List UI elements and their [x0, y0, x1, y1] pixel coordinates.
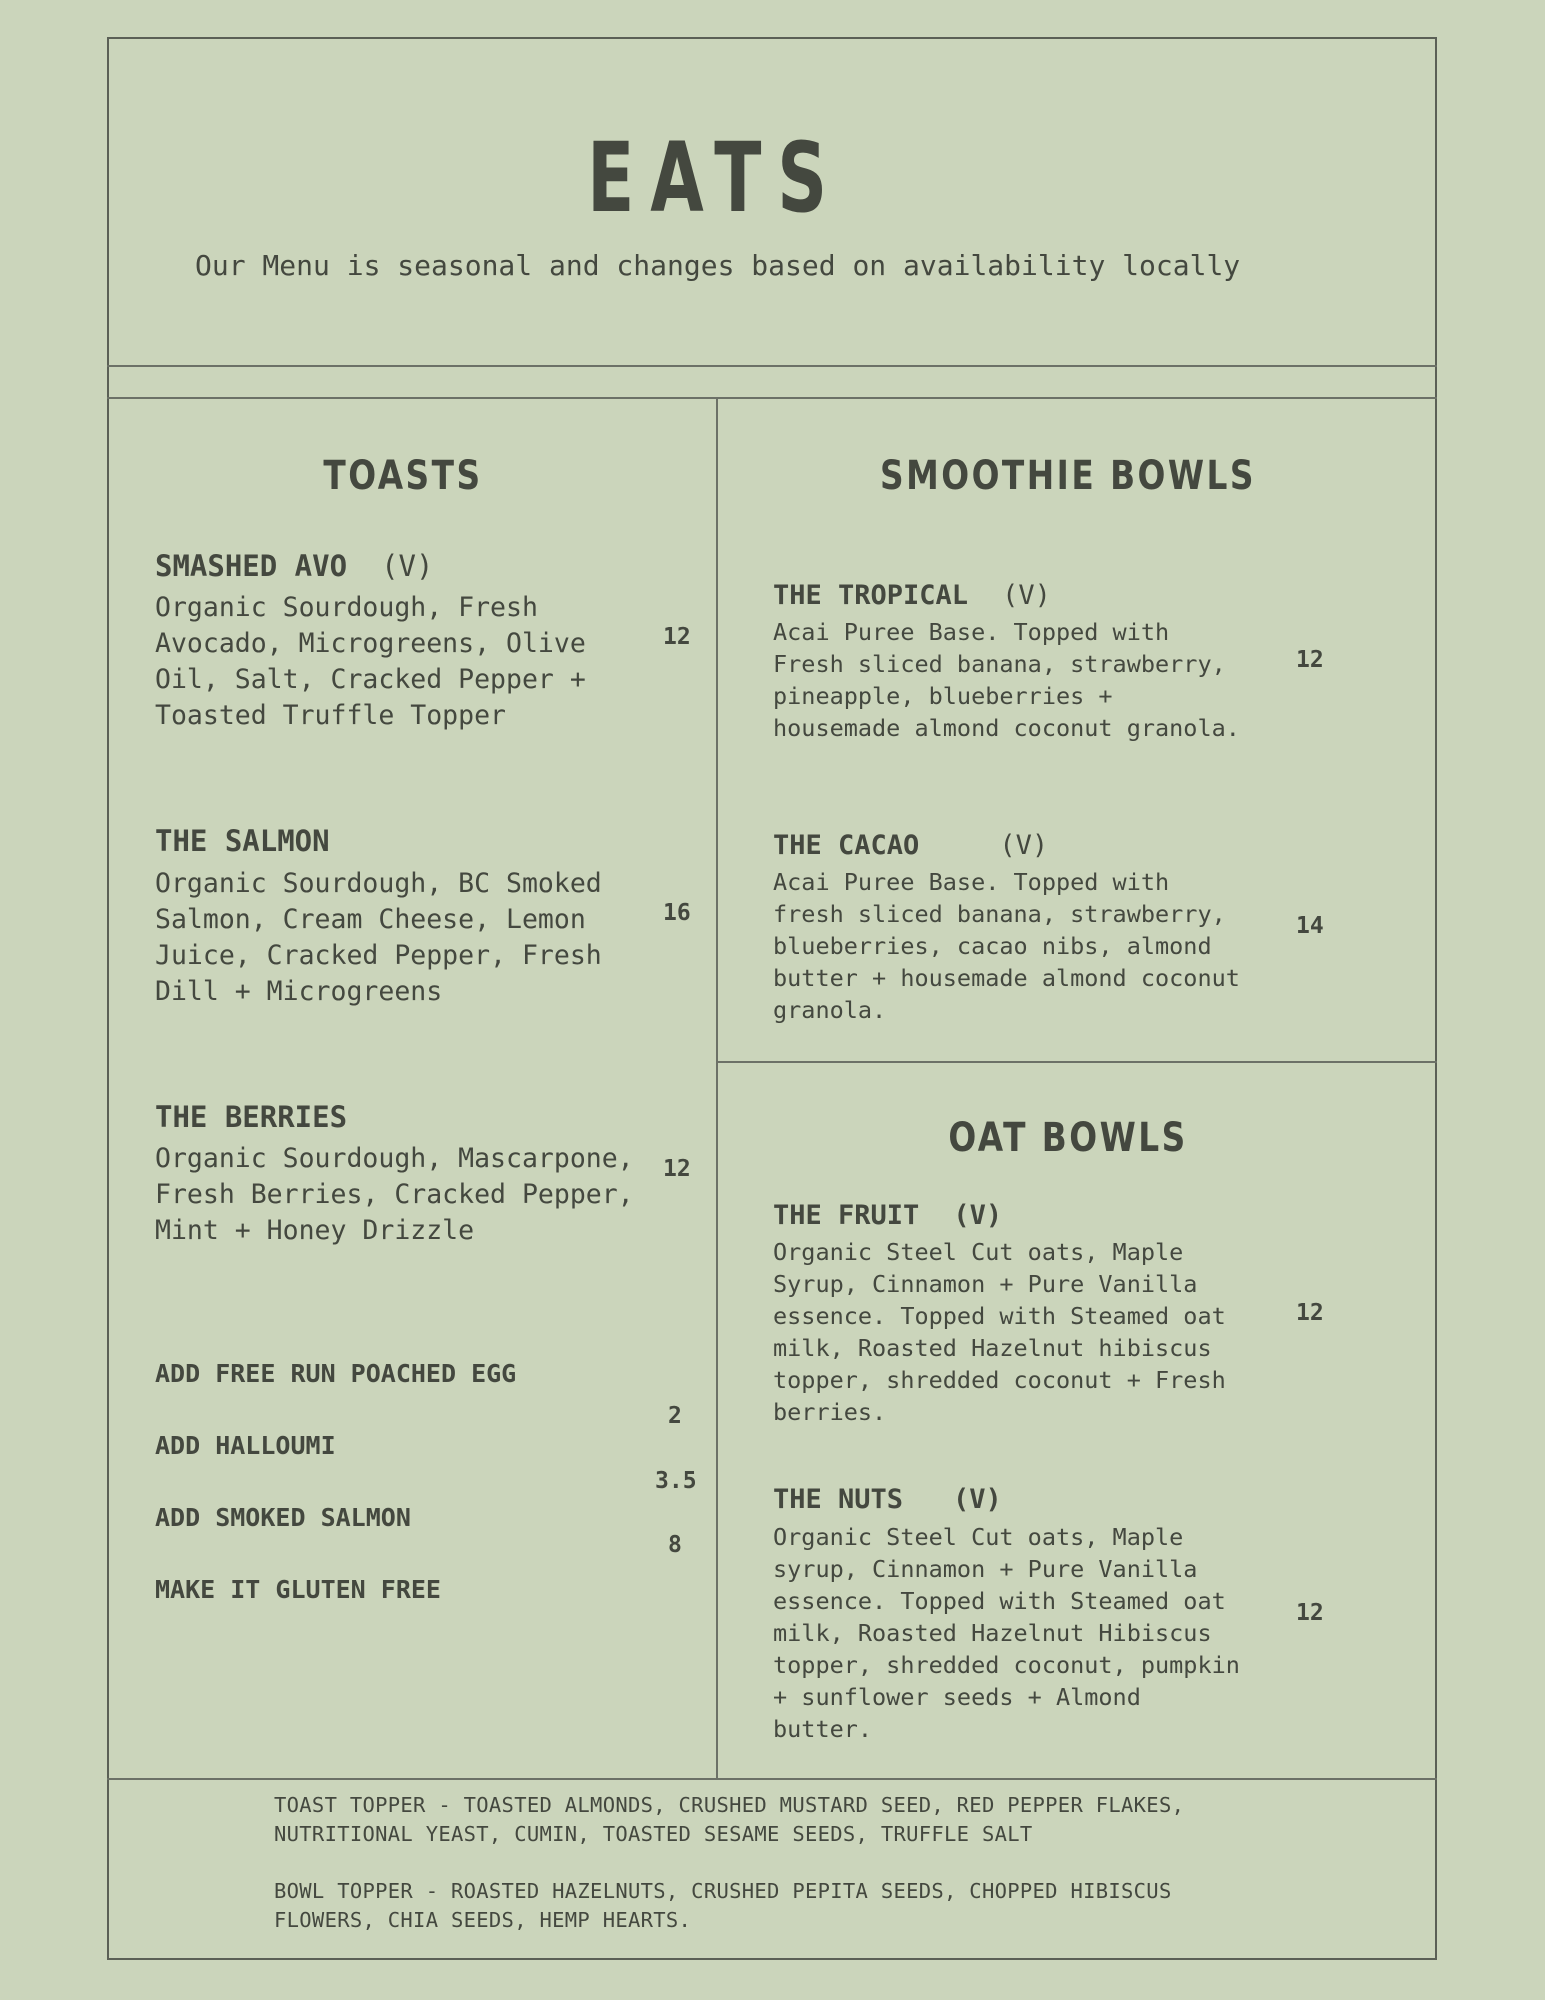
menu-item-description: Organic Steel Cut oats, Maple Syrup, Cinnamon + Pure Vanilla essence. Topped with Steamed oat milk, Roasted Hazelnut hibiscus topper, shredded coconut + Fresh berries. [773, 1238, 1226, 1426]
menu-item-price: 12 [1296, 1600, 1324, 1626]
menu-item-price: 12 [663, 624, 691, 650]
menu-item-name [773, 578, 1051, 614]
page-title: EATS [587, 122, 843, 234]
vegetarian-tag: (V) [999, 830, 1049, 861]
menu-item-name [155, 823, 330, 859]
item-name-text: THE BERRIES [155, 1100, 348, 1134]
vegetarian-tag: (V) [953, 1200, 1003, 1231]
item-name-text: THE NUTS [773, 1484, 904, 1515]
addon-label: ADD HALLOUMI [155, 1431, 336, 1460]
menu-item-description: Organic Sourdough, BC Smoked Salmon, Cream Cheese, Lemon Juice, Cracked Pepper, Fresh Dill + Microgreens [155, 868, 602, 1007]
menu-item-price: 14 [1296, 913, 1324, 939]
menu-item-description: Organic Sourdough, Mascarpone, Fresh Berries, Cracked Pepper, Mint + Honey Drizzle [155, 1143, 634, 1246]
menu-item-name [773, 1198, 1002, 1234]
addon-label: MAKE IT GLUTEN FREE [155, 1575, 441, 1604]
item-name-text: THE FRUIT [773, 1200, 920, 1231]
toasts-heading: TOASTS [323, 453, 483, 499]
page-subtitle: Our Menu is seasonal and changes based on availability locally [195, 249, 1241, 282]
menu-item-name [773, 1482, 1002, 1518]
menu-item-price: 12 [663, 1156, 691, 1182]
menu-item-name [155, 1099, 347, 1135]
item-name-text: THE CACAO [773, 830, 920, 861]
menu-item-description: Acai Puree Base. Topped with fresh sliced banana, strawberry, blueberries, cacao nibs, almond butter + housemade almond coconut granola. [773, 868, 1240, 1024]
footer-rule [107, 1778, 1437, 1780]
addon-price: 8 [668, 1532, 682, 1558]
bowl-topper-note: BOWL TOPPER - ROASTED HAZELNUTS, CRUSHED PEPITA SEEDS, CHOPPED HIBISCUS FLOWERS, CHIA SEEDS, HEMP HEARTS. [274, 1879, 1172, 1932]
column-divider [716, 399, 718, 1779]
item-name-text: THE SALMON [155, 824, 330, 858]
menu-item-description: Organic Sourdough, Fresh Avocado, Microgreens, Olive Oil, Salt, Cracked Pepper + Toasted Truffle Topper [155, 592, 586, 731]
header-rule-bottom [107, 397, 1437, 399]
menu-item-description: Acai Puree Base. Topped with Fresh sliced banana, strawberry, pineapple, blueberries + housemade almond coconut granola. [773, 618, 1240, 742]
addon-label: ADD FREE RUN POACHED EGG [155, 1359, 517, 1388]
menu-item-name [155, 548, 433, 584]
menu-item-name [773, 828, 1048, 864]
addon-price: 2 [668, 1403, 682, 1429]
item-name-text: THE TROPICAL [773, 580, 969, 611]
smoothie-oat-rule [718, 1061, 1437, 1063]
smoothie-bowls-heading: SMOOTHIE BOWLS [880, 453, 1256, 499]
menu-item-price: 16 [663, 900, 691, 926]
addon-price: 3.5 [655, 1468, 697, 1494]
item-name-text: SMASHED AVO [155, 549, 348, 583]
menu-item-price: 12 [1296, 1300, 1324, 1326]
addon-label: ADD SMOKED SALMON [155, 1503, 411, 1532]
toast-topper-note: TOAST TOPPER - TOASTED ALMONDS, CRUSHED MUSTARD SEED, RED PEPPER FLAKES, NUTRITIONAL YEAST, CUMIN, TOASTED SESAME SEEDS, TRUFFLE SALT [274, 1793, 1185, 1846]
oat-bowls-heading: OAT BOWLS [948, 1115, 1188, 1161]
menu-item-price: 12 [1296, 647, 1324, 673]
vegetarian-tag: (V) [953, 1484, 1002, 1515]
menu-item-description: Organic Steel Cut oats, Maple syrup, Cinnamon + Pure Vanilla essence. Topped with Steamed oat milk, Roasted Hazelnut Hibiscus topper, shredded coconut, pumpkin + sunflower seeds + Almond butter. [773, 1523, 1240, 1743]
vegetarian-tag: (V) [1002, 580, 1051, 611]
vegetarian-tag: (V) [381, 549, 434, 583]
header-rule-top [107, 365, 1437, 367]
